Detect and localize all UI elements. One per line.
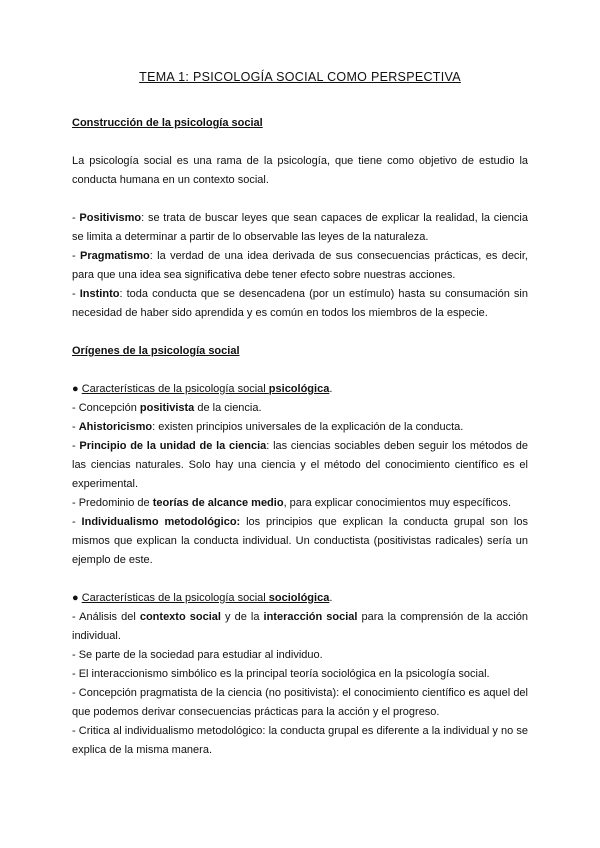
item-instinto	[72, 285, 528, 323]
item-term: Principio de la unidad de la ciencia	[79, 440, 267, 452]
psico-item-1	[72, 399, 528, 418]
subsection-label: Características de la psicología social	[81, 383, 269, 395]
psico-item-5	[72, 513, 528, 570]
socio-item-2: - Se parte de la sociedad para estudiar al individuo.	[72, 649, 323, 661]
definition-text: : se trata de buscar leyes que sean capaces de explicar la realidad, la ciencia se limita a determinar a partir de lo observable las leyes de la naturaleza.	[72, 212, 528, 243]
page-title: TEMA 1: PSICOLOGÍA SOCIAL COMO PERSPECTIVA	[139, 70, 461, 84]
psico-item-4	[72, 494, 528, 513]
socio-item-3: - El interaccionismo simbólico es la principal teoría sociológica en la psicología social.	[72, 668, 490, 680]
socio-item-5: - Critica al individualismo metodológico: la conducta grupal es diferente a la individual y no se explica de la misma manera.	[72, 725, 528, 756]
subsection-sociologica	[72, 589, 528, 608]
spacer	[72, 570, 528, 589]
document-body	[72, 114, 528, 760]
section-heading-origenes: Orígenes de la psicología social	[72, 345, 240, 357]
bullet-icon: ●	[72, 592, 82, 604]
item-dash: -	[72, 440, 80, 452]
item-text: , para explicar conocimientos muy específicos.	[283, 497, 511, 509]
item-dash: -	[72, 516, 82, 528]
spacer	[72, 361, 528, 380]
item-term: positivista	[139, 402, 195, 414]
subsection-label-end: .	[329, 383, 333, 395]
item-term: Ahistoricismo	[78, 421, 153, 433]
spacer	[72, 323, 528, 342]
psico-item-3	[72, 437, 528, 494]
subsection-label-bold: sociológica	[268, 592, 330, 604]
item-term: contexto social	[139, 611, 221, 623]
spacer	[72, 190, 528, 209]
item-text: los principios que explican la conducta grupal son los mismos que explican la conducta individual. Un conductista (positivistas radicales) sería un ejemplo de este.	[72, 516, 528, 566]
item-text: - Predominio de	[72, 497, 153, 509]
subsection-label-bold: psicológica	[268, 383, 330, 395]
item-text: - Análisis del	[72, 611, 140, 623]
section-heading-construccion: Construcción de la psicología social	[72, 117, 263, 129]
item-text: y de la	[220, 611, 264, 623]
term-positivismo: Positivismo	[79, 212, 142, 224]
item-text: de la ciencia.	[194, 402, 262, 414]
item-term: interacción social	[263, 611, 358, 623]
definition-text: : la verdad de una idea derivada de sus consecuencias prácticas, es decir, para que una idea sea significativa debe tener efecto sobre nuestras acciones.	[72, 250, 528, 281]
term-instinto: Instinto	[79, 288, 120, 300]
intro-paragraph: La psicología social es una rama de la psicología, que tiene como objetivo de estudio la conducta humana en un contexto social.	[72, 155, 528, 186]
item-dash: -	[72, 421, 79, 433]
item-term: Individualismo metodológico:	[81, 516, 241, 528]
item-dash: -	[72, 250, 81, 262]
subsection-label: Características de la psicología social	[81, 592, 269, 604]
psico-item-2	[72, 418, 528, 437]
definition-text: : toda conducta que se desencadena (por un estímulo) hasta su consumación sin necesidad de haber sido aprendida y es común en todos los miembros de la especie.	[72, 288, 528, 319]
item-positivismo	[72, 209, 528, 247]
subsection-label-end: .	[329, 592, 333, 604]
socio-item-1	[72, 608, 528, 646]
bullet-icon: ●	[72, 383, 82, 395]
item-text: - Concepción	[72, 402, 140, 414]
subsection-psicologica	[72, 380, 528, 399]
item-dash: -	[72, 288, 80, 300]
item-text: para la comprensión de la acción individual.	[72, 611, 529, 642]
item-text: : existen principios universales de la explicación de la conducta.	[152, 421, 464, 433]
socio-item-4: - Concepción pragmatista de la ciencia (no positivista): el conocimiento científico es aquel del que podemos derivar consecuencias prácticas para la acción y el progreso.	[72, 687, 528, 718]
item-dash: -	[72, 212, 80, 224]
item-term: teorías de alcance medio	[152, 497, 284, 509]
term-pragmatismo: Pragmatismo	[80, 250, 150, 262]
spacer	[72, 133, 528, 152]
item-text: : las ciencias sociables deben seguir los métodos de las ciencias naturales. Solo hay una ciencia y el método del conocimiento científico es el experimental.	[72, 440, 528, 490]
item-pragmatismo	[72, 247, 528, 285]
